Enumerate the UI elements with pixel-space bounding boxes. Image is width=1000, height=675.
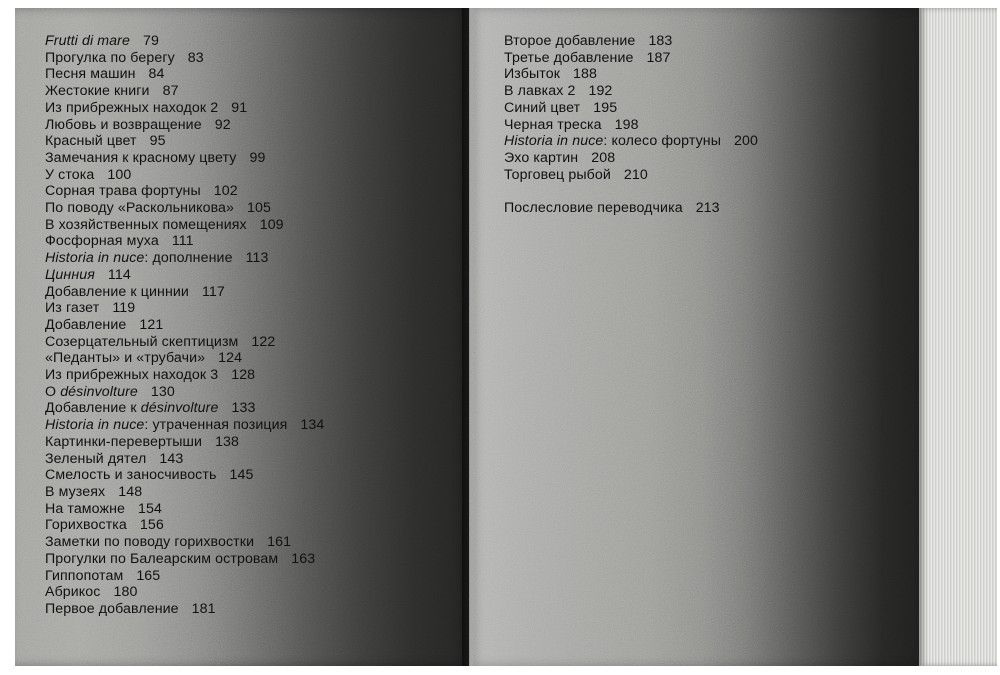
toc-entry-page-number: 95 — [149, 133, 166, 150]
toc-entry — [45, 350, 324, 367]
toc-entry-page-number: 121 — [139, 316, 164, 333]
toc-entry-page-number: 92 — [214, 116, 231, 133]
toc-entry-page-number: 208 — [591, 149, 616, 166]
toc-entry-title: : дополнение — [144, 250, 233, 267]
toc-entry-title: Цинния — [45, 266, 95, 283]
toc-entry-page-number: 100 — [107, 166, 132, 183]
toc-entry-title: Фосфорная муха — [45, 233, 159, 250]
toc-entry-title: Торговец рыбой — [504, 166, 611, 183]
toc-entry-title: По поводу «Раскольникова» — [45, 200, 235, 217]
toc-entry — [504, 50, 758, 67]
toc-entry — [45, 150, 324, 167]
toc-entry-page-number: 145 — [229, 467, 254, 484]
right-page — [469, 8, 919, 666]
toc-entry-page-number: 119 — [112, 300, 136, 317]
toc-entry-title: Созерцательный скептицизм — [45, 333, 239, 350]
toc-entry-page-number: 105 — [247, 200, 272, 217]
toc-entry — [45, 467, 324, 484]
toc-entry-title: : утраченная позиция — [144, 417, 288, 434]
table-of-contents-right — [504, 33, 758, 217]
toc-entry-title: Смелость и заносчивость — [45, 467, 217, 484]
toc-entry-page-number: 83 — [187, 49, 204, 66]
toc-entry-title: Черная треска — [504, 116, 602, 133]
toc-entry-page-number: 187 — [646, 49, 671, 66]
toc-entry-page-number: 198 — [614, 116, 639, 133]
toc-entry — [504, 133, 758, 150]
toc-entry-title: désinvolture — [60, 383, 138, 400]
toc-entry-title: Любовь и возвращение — [45, 116, 202, 133]
toc-entry — [504, 117, 758, 134]
toc-entry — [45, 267, 324, 284]
toc-entry — [45, 50, 324, 67]
toc-entry — [45, 367, 324, 384]
toc-entry-title: У стока — [45, 166, 95, 183]
toc-entry-page-number: 84 — [148, 66, 165, 83]
page-block-edges — [919, 8, 997, 666]
book-gutter — [462, 8, 476, 666]
toc-entry — [45, 384, 324, 401]
toc-entry-page-number: 130 — [150, 383, 175, 400]
toc-entry-page-number: 102 — [213, 183, 238, 200]
toc-entry-title: Сорная трава фортуны — [45, 183, 201, 200]
toc-entry — [504, 33, 758, 50]
toc-entry-title: : колесо фортуны — [603, 133, 721, 150]
toc-entry — [45, 501, 324, 518]
toc-entry-title: Гиппопотам — [45, 567, 124, 584]
left-page — [15, 8, 469, 666]
toc-entry-page-number: 148 — [118, 483, 143, 500]
toc-entry-title: Эхо картин — [504, 149, 579, 166]
toc-entry-title: Песня машин — [45, 66, 136, 83]
toc-entry-page-number: 109 — [259, 216, 284, 233]
toc-entry-page-number: 180 — [113, 584, 138, 601]
toc-entry — [45, 417, 324, 434]
toc-entry-page-number: 122 — [251, 333, 276, 350]
toc-entry — [504, 83, 758, 100]
toc-entry — [45, 200, 324, 217]
toc-entry-title: В хозяйственных помещениях — [45, 216, 247, 233]
toc-entry-page-number: 138 — [215, 433, 240, 450]
toc-entry-page-number: 79 — [142, 33, 159, 49]
toc-entry-title: Прогулка по берегу — [45, 49, 175, 66]
toc-entry-page-number: 163 — [291, 550, 316, 567]
toc-entry-title: Третье добавление — [504, 49, 634, 66]
toc-entry-title: «Педанты» и «трубачи» — [45, 350, 206, 367]
toc-entry-title: Красный цвет — [45, 133, 137, 150]
toc-entry-page-number: 200 — [734, 133, 758, 150]
toc-entry-title: Из прибрежных находок 2 — [45, 99, 219, 116]
toc-entry-page-number: 183 — [648, 33, 673, 49]
toc-entry-title: Зеленый дятел — [45, 450, 147, 467]
toc-entry-page-number: 181 — [191, 600, 216, 617]
toc-entry — [45, 66, 324, 83]
toc-entry — [504, 200, 758, 217]
toc-entry-page-number: 161 — [267, 534, 292, 551]
toc-entry-page-number: 134 — [300, 417, 325, 434]
toc-entry-page-number: 128 — [231, 367, 256, 384]
toc-entry — [45, 83, 324, 100]
toc-entry-page-number: 99 — [249, 149, 266, 166]
toc-entry-title: Избыток — [504, 66, 561, 83]
toc-entry-title: Прогулки по Балеарским островам — [45, 550, 279, 567]
toc-entry — [45, 300, 324, 317]
toc-entry-page-number: 113 — [245, 250, 269, 267]
toc-entry-title: Добавление к циннии — [45, 283, 189, 300]
toc-entry — [45, 133, 324, 150]
toc-entry-title: Historia in nuce — [45, 250, 145, 267]
toc-entry-page-number: 188 — [573, 66, 597, 83]
toc-entry-page-number: 124 — [218, 350, 243, 367]
toc-entry — [45, 284, 324, 301]
toc-entry — [45, 217, 324, 234]
table-of-contents-left — [45, 33, 324, 618]
toc-entry — [45, 117, 324, 134]
toc-entry — [45, 334, 324, 351]
toc-entry — [504, 100, 758, 117]
toc-entry — [45, 451, 324, 468]
toc-entry-title: Заметки по поводу горихвостки — [45, 534, 255, 551]
toc-entry — [45, 517, 324, 534]
toc-entry — [504, 150, 758, 167]
toc-entry-page-number: 165 — [136, 567, 161, 584]
toc-entry-title: Добавление — [45, 316, 127, 333]
toc-entry-title: Первое добавление — [45, 600, 179, 617]
toc-entry — [45, 434, 324, 451]
toc-entry-title: В лавках 2 — [504, 83, 576, 100]
toc-entry — [45, 484, 324, 501]
toc-entry-title: Горихвостка — [45, 517, 127, 534]
toc-entry — [504, 66, 758, 83]
toc-entry-title: Historia in nuce — [504, 133, 604, 150]
toc-entry-page-number: 111 — [171, 233, 194, 250]
toc-entry-title: Жестокие книги — [45, 83, 150, 100]
toc-entry — [45, 317, 324, 334]
toc-entry-page-number: 156 — [139, 517, 164, 534]
toc-entry — [45, 167, 324, 184]
toc-entry — [45, 250, 324, 267]
toc-entry-title: На таможне — [45, 500, 126, 517]
toc-entry-title: Historia in nuce — [45, 417, 145, 434]
toc-entry — [45, 568, 324, 585]
toc-entry — [45, 233, 324, 250]
toc-entry-title: Из прибрежных находок 3 — [45, 367, 219, 384]
toc-entry-page-number: 91 — [231, 99, 248, 116]
toc-entry-page-number: 210 — [623, 166, 648, 183]
toc-entry-title: désinvolture — [140, 400, 219, 417]
toc-entry-title: Добавление к — [45, 400, 141, 417]
toc-entry — [45, 584, 324, 601]
toc-entry-page-number: 133 — [231, 400, 256, 417]
toc-entry — [45, 601, 324, 618]
toc-entry-title: Послесловие переводчика — [504, 200, 683, 217]
toc-entry-page-number: 195 — [593, 99, 618, 116]
toc-entry-title: Frutti di mare — [45, 33, 130, 49]
toc-entry-title: О — [45, 383, 61, 400]
toc-entry-page-number: 143 — [159, 450, 184, 467]
toc-entry-title: Второе добавление — [504, 33, 636, 49]
toc-entry — [45, 33, 324, 50]
toc-entry-page-number: 154 — [138, 500, 162, 517]
toc-entry — [45, 534, 324, 551]
toc-entry-page-number: 213 — [695, 200, 720, 217]
toc-entry — [45, 100, 324, 117]
toc-entry-page-number: 114 — [107, 266, 131, 283]
toc-entry-page-number: 192 — [588, 83, 613, 100]
toc-entry-page-number: 117 — [201, 283, 225, 300]
toc-entry-title: В музеях — [45, 483, 106, 500]
toc-entry-title: Из газет — [45, 300, 100, 317]
toc-entry-title: Замечания к красному цвету — [45, 149, 237, 166]
toc-entry — [504, 167, 758, 184]
toc-entry-title: Картинки-перевертыши — [45, 433, 203, 450]
toc-entry-page-number: 87 — [162, 83, 179, 100]
toc-entry-title: Синий цвет — [504, 99, 581, 116]
toc-entry-title: Абрикос — [45, 584, 101, 601]
toc-entry — [45, 183, 324, 200]
toc-entry — [45, 400, 324, 417]
toc-entry — [45, 551, 324, 568]
